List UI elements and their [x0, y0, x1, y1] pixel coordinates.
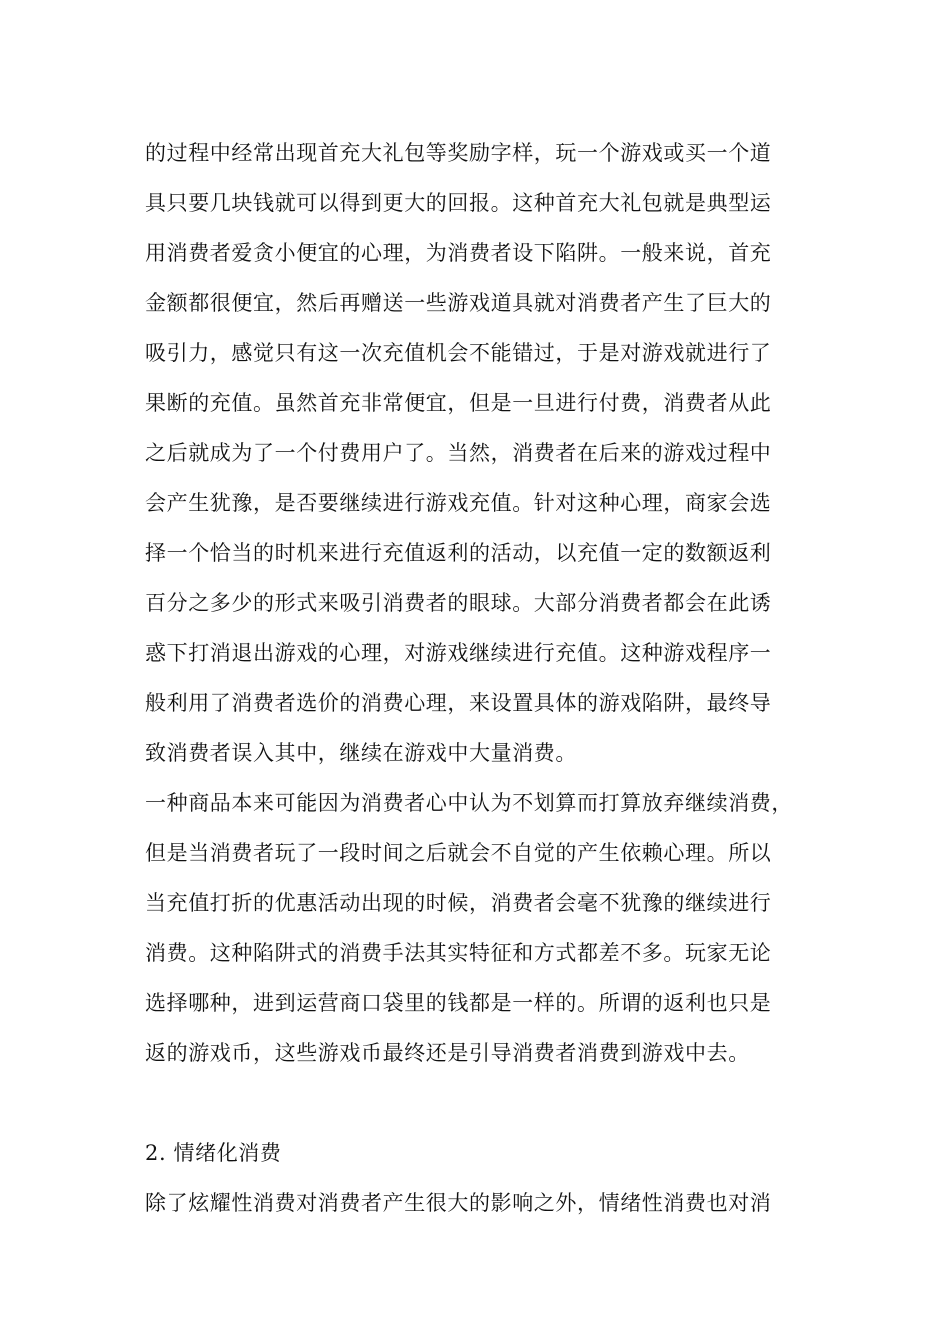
paragraph-line: 的过程中经常出现首充大礼包等奖励字样，玩一个游戏或买一个道 [145, 141, 772, 165]
paragraph-line: 般利用了消费者选价的消费心理，来设置具体的游戏陷阱，最终导 [145, 691, 772, 715]
paragraph-line: 择一个恰当的时机来进行充值返利的活动，以充值一定的数额返利 [145, 541, 772, 565]
paragraph-line: 一种商品本来可能因为消费者心中认为不划算而打算放弃继续消费， [145, 791, 793, 815]
paragraph-line: 吸引力，感觉只有这一次充值机会不能错过，于是对游戏就进行了 [145, 341, 772, 365]
paragraph-line: 之后就成为了一个付费用户了。当然，消费者在后来的游戏过程中 [145, 441, 772, 465]
paragraph-line: 果断的充值。虽然首充非常便宜，但是一旦进行付费，消费者从此 [145, 391, 772, 415]
paragraph-line: 百分之多少的形式来吸引消费者的眼球。大部分消费者都会在此诱 [145, 591, 772, 615]
paragraph-line: 金额都很便宜，然后再赠送一些游戏道具就对消费者产生了巨大的 [145, 291, 772, 315]
paragraph-line: 选择哪种，进到运营商口袋里的钱都是一样的。所谓的返利也只是 [145, 991, 772, 1015]
paragraph-line: 惑下打消退出游戏的心理，对游戏继续进行充值。这种游戏程序一 [145, 641, 772, 665]
paragraph-line: 致消费者误入其中，继续在游戏中大量消费。 [145, 741, 577, 765]
paragraph-line: 会产生犹豫，是否要继续进行游戏充值。针对这种心理，商家会选 [145, 491, 772, 515]
paragraph-line: 消费。这种陷阱式的消费手法其实特征和方式都差不多。玩家无论 [145, 941, 772, 965]
paragraph-line: 当充值打折的优惠活动出现的时候，消费者会毫不犹豫的继续进行 [145, 891, 772, 915]
body-paragraph-2 [145, 778, 815, 1078]
section-heading [145, 1128, 815, 1178]
body-paragraph-1 [145, 128, 815, 778]
paragraph-line: 返的游戏币，这些游戏币最终还是引导消费者消费到游戏中去。 [145, 1041, 750, 1065]
paragraph-line: 除了炫耀性消费对消费者产生很大的影响之外，情绪性消费也对消 [145, 1191, 772, 1215]
body-paragraph-3 [145, 1178, 815, 1228]
section-heading-text: 2. 情绪化消费 [145, 1141, 282, 1165]
paragraph-line: 具只要几块钱就可以得到更大的回报。这种首充大礼包就是典型运 [145, 191, 772, 215]
paragraph-line: 用消费者爱贪小便宜的心理，为消费者设下陷阱。一般来说，首充 [145, 241, 772, 265]
paragraph-line: 但是当消费者玩了一段时间之后就会不自觉的产生依赖心理。所以 [145, 841, 772, 865]
